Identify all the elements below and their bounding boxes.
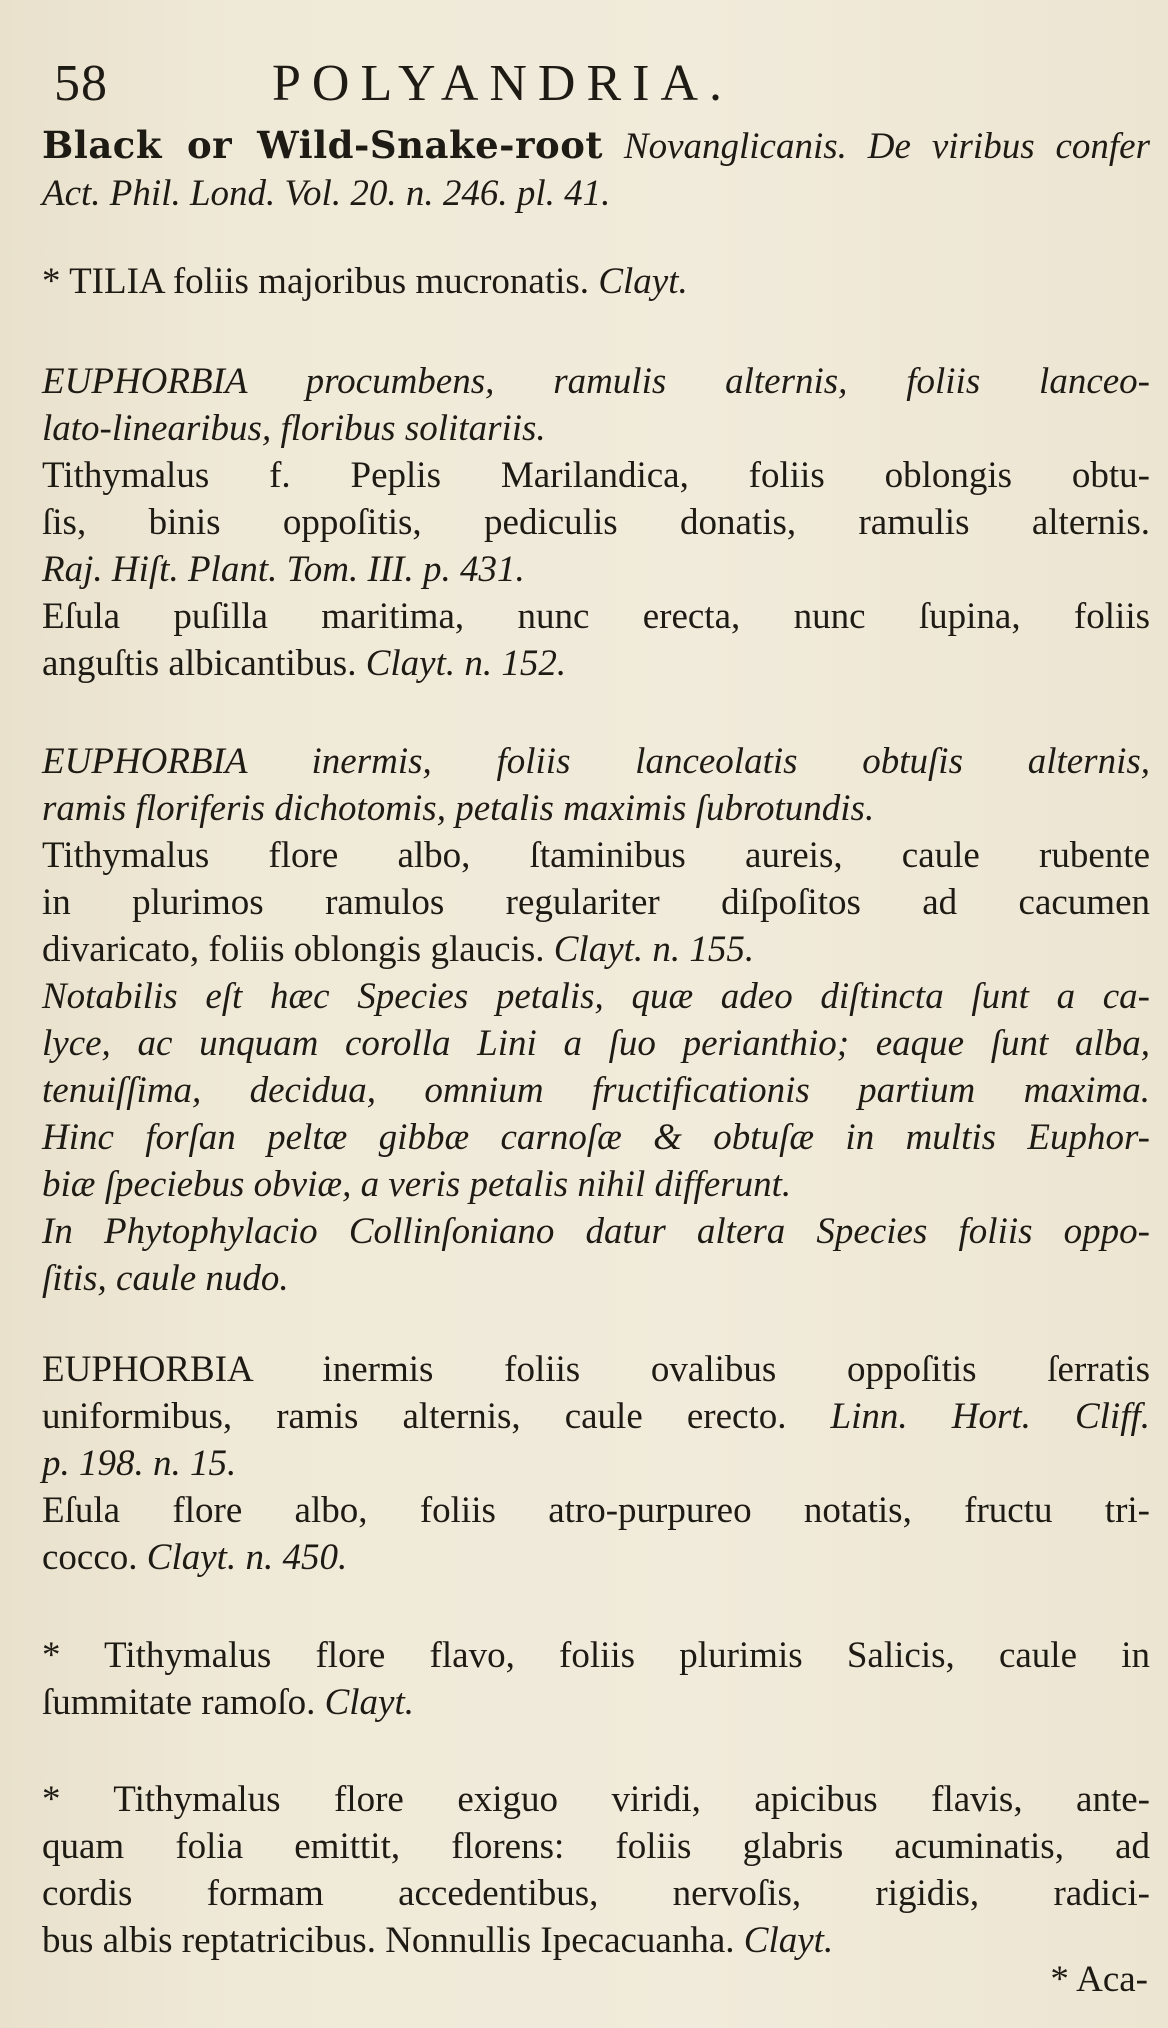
catchword: * Aca- bbox=[1050, 1959, 1148, 2000]
text-line: Tithymalus flore albo, ſtaminibus aureis, caule rubente bbox=[42, 835, 1150, 876]
entry-tithymalus-flavo bbox=[42, 1632, 1150, 1726]
text-line: * TILIA foliis majoribus mucronatis. Clayt. bbox=[42, 261, 688, 302]
text-line: in plurimos ramulos regulariter diſpoſitos ad cacumen bbox=[42, 882, 1150, 923]
text-line: cocco. Clayt. n. 450. bbox=[42, 1537, 348, 1578]
text-line: Notabilis eſt hæc Species petalis, quæ adeo diſtincta ſunt a ca- bbox=[42, 976, 1150, 1017]
entry-euphorbia-procumbens bbox=[42, 358, 1150, 687]
text-line: Hinc forſan peltæ gibbæ carnoſæ & obtuſæ in multis Euphor- bbox=[42, 1117, 1150, 1158]
text-line: EUPHORBIA procumbens, ramulis alternis, foliis lanceo- bbox=[42, 361, 1150, 402]
page-number: 58 bbox=[54, 55, 108, 112]
text-line: ſis, binis oppoſitis, pediculis donatis, ramulis alternis. bbox=[42, 502, 1150, 543]
entry-snake-root bbox=[42, 122, 1150, 217]
text-line: uniformibus, ramis alternis, caule erecto. Linn. Hort. Cliff. bbox=[42, 1396, 1151, 1437]
text-line: EUPHORBIA inermis, foliis lanceolatis obtuſis alternis, bbox=[42, 741, 1150, 782]
running-title: POLYANDRIA. bbox=[272, 55, 734, 112]
entry-tilia bbox=[42, 258, 1150, 305]
text-line: * Tithymalus flore flavo, foliis plurimis Salicis, caule in bbox=[42, 1635, 1150, 1676]
text-line: ſummitate ramoſo. Clayt. bbox=[42, 1682, 414, 1723]
text-line: lyce, ac unquam corolla Lini a ſuo perianthio; eaque ſunt alba, bbox=[42, 1023, 1150, 1064]
text-line: p. 198. n. 15. bbox=[42, 1443, 237, 1484]
text-line: Eſula puſilla maritima, nunc erecta, nunc ſupina, foliis bbox=[42, 596, 1150, 637]
blackletter-text: Black or Wild-Snake-root bbox=[42, 123, 603, 167]
text-line: Tithymalus f. Peplis Marilandica, foliis oblongis obtu- bbox=[42, 455, 1150, 496]
text-line: In Phytophylacio Collinſoniano datur altera Species foliis oppo- bbox=[42, 1211, 1150, 1252]
text-line: anguſtis albicantibus. Clayt. n. 152. bbox=[42, 643, 567, 684]
entry-euphorbia-inermis bbox=[42, 738, 1150, 1302]
text-line: ſitis, caule nudo. bbox=[42, 1258, 289, 1299]
text-line: lato-linearibus, floribus solitariis. bbox=[42, 408, 546, 449]
text-line: ramis floriferis dichotomis, petalis maximis ſubrotundis. bbox=[42, 788, 875, 829]
entry-euphorbia-ovalibus bbox=[42, 1346, 1150, 1581]
text-line: tenuiſſima, decidua, omnium fructificationis partium maxima. bbox=[42, 1070, 1150, 1111]
text-line: Eſula flore albo, foliis atro-purpureo notatis, fructu tri- bbox=[42, 1490, 1150, 1531]
text-line: cordis formam accedentibus, nervoſis, rigidis, radici- bbox=[42, 1873, 1150, 1914]
text-line: Black or Wild-Snake-root Novanglicanis. De viribus confer bbox=[42, 123, 1151, 167]
text-line: divaricato, foliis oblongis glaucis. Clayt. n. 155. bbox=[42, 929, 755, 970]
text-line: bus albis reptatricibus. Nonnullis Ipecacuanha. Clayt. bbox=[42, 1920, 834, 1961]
text-line: Raj. Hiſt. Plant. Tom. III. p. 431. bbox=[42, 549, 525, 590]
page-header bbox=[0, 28, 1168, 112]
text-line: quam folia emittit, florens: foliis glabris acuminatis, ad bbox=[42, 1826, 1150, 1867]
text-line: Act. Phil. Lond. Vol. 20. n. 246. pl. 41. bbox=[42, 173, 611, 214]
entry-tithymalus-viridi bbox=[42, 1776, 1150, 1964]
text-line: * Tithymalus flore exiguo viridi, apicibus flavis, ante- bbox=[42, 1779, 1150, 1820]
text-line: biæ ſpeciebus obviæ, a veris petalis nihil differunt. bbox=[42, 1164, 792, 1205]
text-line: EUPHORBIA inermis foliis ovalibus oppoſitis ſerratis bbox=[42, 1349, 1150, 1390]
